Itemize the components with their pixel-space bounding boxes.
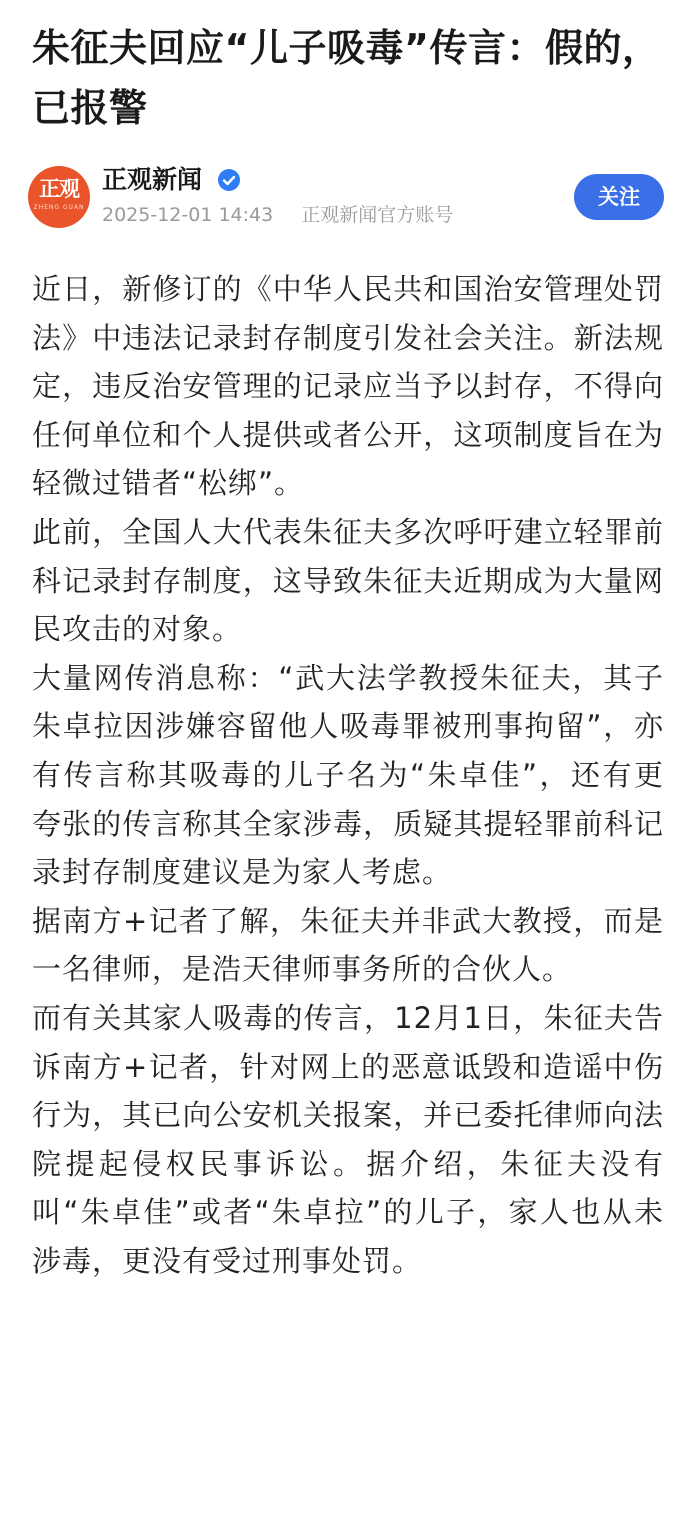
zhengguan-logo-icon[interactable] (28, 166, 90, 228)
author-name[interactable]: 正观新闻 (102, 165, 203, 194)
article-body (32, 265, 664, 1285)
avatar-logo-text: 正观 (39, 177, 79, 201)
avatar-logo-subtext: ZHENG GUAN (33, 204, 85, 211)
post-meta (102, 202, 453, 228)
article-paragraph: 近日，新修订的《中华人民共和国治安管理处罚法》中违法记录封存制度引发社会关注。新法规定，违反治安管理的记录应当予以封存，不得向任何单位和个人提供或者公开，这项制度旨在为轻微过错者“松绑”。 (32, 272, 664, 501)
account-type: 正观新闻官方账号 (301, 204, 454, 226)
post-timestamp: 2025-12-01 14:43 (102, 204, 274, 226)
article-paragraph: 大量网传消息称：“武大法学教授朱征夫，其子朱卓拉因涉嫌容留他人吸毒罪被刑事拘留”，亦有传言称其吸毒的儿子名为“朱卓佳”，还有更夸张的传言称其全家涉毒，质疑其提轻罪前科记录封存制度建议是为家人考虑。 (32, 660, 664, 890)
verified-check-icon (218, 169, 240, 191)
article-paragraph: 而有关其家人吸毒的传言，12月1日，朱征夫告诉南方+记者，针对网上的恶意诋毁和造谣中伤行为，其已向公安机关报案，并已委托律师向法院提起侵权民事诉讼。据介绍，朱征夫没有叫“朱卓佳”或者“朱卓拉”的儿子，家人也从未涉毒，更没有受过刑事处罚。 (32, 1000, 664, 1278)
follow-button[interactable]: 关注 (574, 174, 664, 220)
article-title: 朱征夫回应“儿子吸毒”传言：假的，已报警 (32, 26, 661, 130)
article-paragraph: 据南方+记者了解，朱征夫并非武大教授，而是一名律师，是浩天律师事务所的合伙人。 (32, 903, 664, 987)
article-paragraph: 此前，全国人大代表朱征夫多次呼吁建立轻罪前科记录封存制度，这导致朱征夫近期成为大量网民攻击的对象。 (32, 514, 664, 647)
author-row (28, 166, 664, 230)
